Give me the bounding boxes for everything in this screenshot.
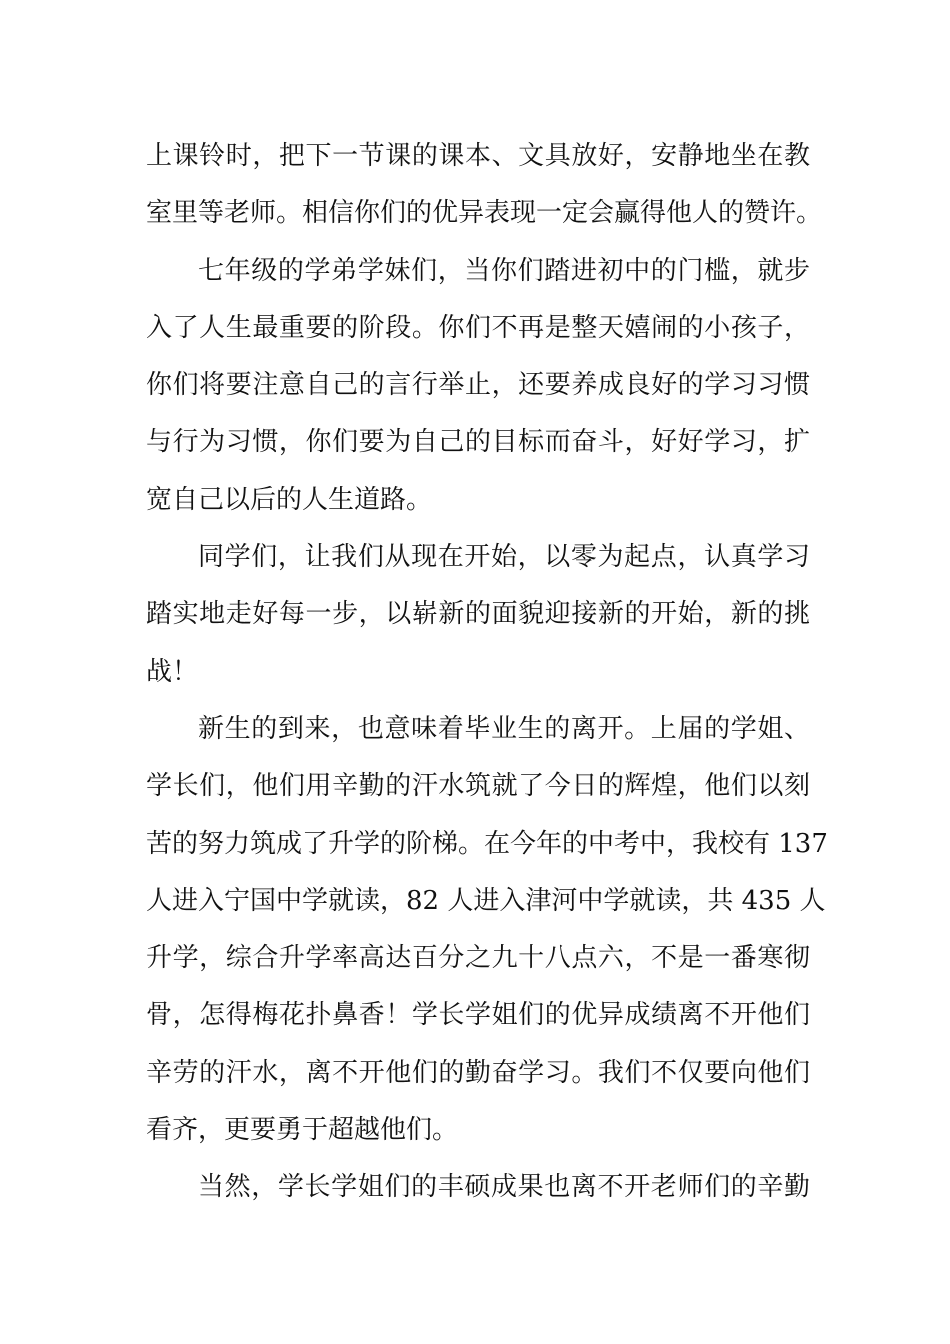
text-line: 上课铃时，把下一节课的课本、文具放好，安静地坐在教 — [146, 141, 810, 171]
text-line: 人进入宁国中学就读，82 人进入津河中学就读，共 435 人 — [146, 885, 826, 916]
text-line: 辛劳的汗水，离不开他们的勤奋学习。我们不仅要向他们 — [146, 1057, 810, 1088]
paragraph-first-line: 当然，学长学姐们的丰硕成果也离不开老师们的辛勤 — [198, 1172, 810, 1203]
text-line: 看齐，更要勇于超越他们。 — [146, 1115, 459, 1146]
text-line: 战！ — [146, 656, 199, 687]
text-line: 学长们，他们用辛勤的汗水筑就了今日的辉煌，他们以刻 — [146, 771, 810, 802]
text-line: 室里等老师。相信你们的优异表现一定会赢得他人的赞许。 — [146, 198, 823, 229]
text-line: 骨，怎得梅花扑鼻香！学长学姐们的优异成绩离不开他们 — [146, 1000, 810, 1031]
paragraph-first-line: 新生的到来，也意味着毕业生的离开。上届的学姐、 — [198, 713, 810, 744]
paragraph-first-line: 同学们，让我们从现在开始，以零为起点，认真学习 — [198, 542, 810, 573]
text-line: 踏实地走好每一步，以崭新的面貌迎接新的开始，新的挑 — [146, 599, 810, 630]
text-line: 升学，综合升学率高达百分之九十八点六，不是一番寒彻 — [146, 943, 810, 974]
text-line: 苦的努力筑成了升学的阶梯。在今年的中考中，我校有 137 — [146, 828, 828, 859]
text-line: 你们将要注意自己的言行举止，还要养成良好的学习习惯 — [146, 370, 810, 401]
document-body — [146, 128, 828, 1217]
paragraph-first-line: 七年级的学弟学妹们，当你们踏进初中的门槛，就步 — [198, 255, 810, 286]
text-line: 入了人生最重要的阶段。你们不再是整天嬉闹的小孩子， — [146, 312, 810, 343]
text-line: 宽自己以后的人生道路。 — [146, 484, 433, 515]
text-line: 与行为习惯，你们要为自己的目标而奋斗，好好学习，扩 — [146, 427, 810, 458]
